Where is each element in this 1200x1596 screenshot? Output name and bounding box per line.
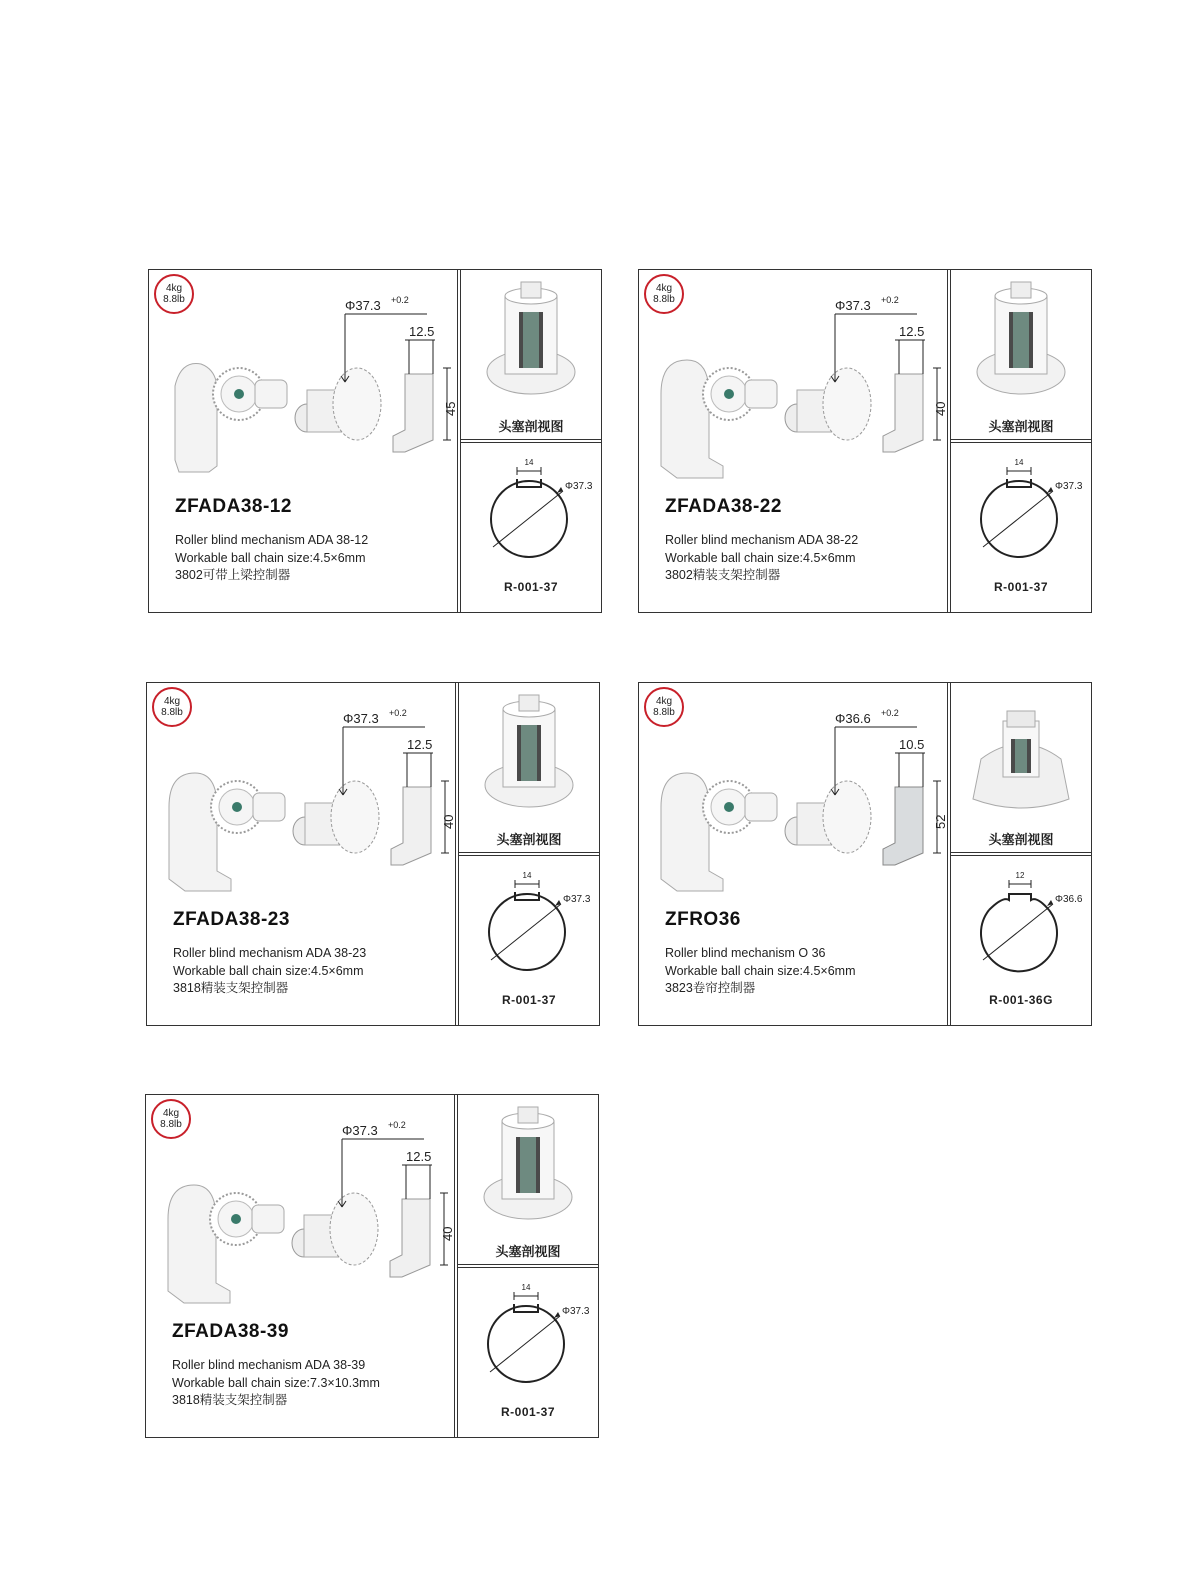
tube-plug <box>785 781 871 853</box>
plug-section-view <box>951 689 1091 824</box>
tube-profile-panel <box>951 442 1091 612</box>
detail-panel <box>950 270 1091 612</box>
desc-line: Workable ball chain size:4.5×6mm <box>175 550 366 565</box>
width-dim: 12.5 <box>409 324 435 339</box>
product-card <box>146 682 600 1026</box>
tube-illustration <box>951 443 1091 573</box>
plug-section-view <box>951 276 1091 411</box>
product-description <box>175 532 368 585</box>
mounting-bracket <box>393 374 433 452</box>
badge-lb: 8.8lb <box>160 1119 182 1130</box>
mechanism-exploded-view <box>157 290 457 480</box>
tube-illustration <box>459 856 599 986</box>
badge-kg: 4kg <box>165 283 183 294</box>
slot-dim: 14 <box>524 458 534 467</box>
tube-profile <box>461 443 601 573</box>
tolerance-dim: +0.2 <box>881 708 899 718</box>
tolerance-dim: +0.2 <box>881 295 899 305</box>
product-description <box>665 945 856 998</box>
desc-line: 3802可带上梁控制器 <box>175 568 291 582</box>
tube-profile-panel <box>458 1267 598 1437</box>
desc-line: Roller blind mechanism ADA 38-23 <box>173 946 367 960</box>
mechanism-exploded-view <box>155 703 455 893</box>
diameter-dim: Φ37.3 <box>835 298 871 313</box>
product-description <box>172 1357 380 1410</box>
section-view-label: 头塞剖视图 <box>495 1244 561 1259</box>
badge-kg: 4kg <box>162 1108 180 1119</box>
section-view-label: 头塞剖视图 <box>498 419 564 434</box>
width-dim: 10.5 <box>899 737 925 752</box>
tube-illustration <box>458 1268 598 1398</box>
desc-line: Workable ball chain size:4.5×6mm <box>665 550 856 565</box>
section-view-panel <box>951 270 1091 440</box>
desc-line: Roller blind mechanism O 36 <box>665 946 826 960</box>
part-code: R-001-37 <box>500 1405 556 1419</box>
diameter-dim: Φ37.3 <box>342 1123 378 1138</box>
model-number: ZFRO36 <box>665 909 741 930</box>
mounting-bracket <box>391 787 431 865</box>
mechanism-exploded-view <box>154 1115 454 1305</box>
tube-diameter-dim: Φ37.3 <box>563 894 591 905</box>
mechanism-exploded-view <box>647 703 947 893</box>
plug-section-view <box>458 1101 598 1236</box>
tube-illustration <box>461 443 601 573</box>
slot-dim: 12 <box>1015 871 1025 880</box>
desc-line: Roller blind mechanism ADA 38-12 <box>175 533 369 547</box>
mechanism-illustration <box>647 703 947 893</box>
tolerance-dim: +0.2 <box>389 708 407 718</box>
desc-line: 3802精装支架控制器 <box>665 568 781 582</box>
height-dim: 40 <box>441 814 455 829</box>
tube-profile-panel <box>461 442 601 612</box>
diameter-dim: Φ37.3 <box>343 711 379 726</box>
tolerance-dim: +0.2 <box>391 295 409 305</box>
desc-line: 3823卷帘控制器 <box>665 981 756 995</box>
tolerance-dim: +0.2 <box>388 1120 406 1130</box>
plug-section-view <box>459 689 599 824</box>
tube-profile <box>459 856 599 986</box>
tube-profile <box>458 1268 598 1398</box>
slot-dim: 14 <box>522 871 532 880</box>
section-view-panel <box>459 683 599 853</box>
section-view-panel <box>458 1095 598 1265</box>
product-card <box>638 682 1092 1026</box>
bracket-shape <box>175 363 217 472</box>
product-panel <box>149 270 458 612</box>
product-card <box>145 1094 599 1438</box>
tube-profile-panel <box>951 855 1091 1025</box>
mounting-bracket <box>390 1199 430 1277</box>
section-illustration <box>459 689 599 824</box>
tube-illustration <box>951 856 1091 986</box>
part-code: R-001-37 <box>503 580 559 594</box>
product-panel <box>639 270 948 612</box>
tube-profile <box>951 443 1091 573</box>
tube-diameter-dim: Φ36.6 <box>1055 894 1083 905</box>
height-dim: 45 <box>443 401 457 416</box>
product-panel <box>639 683 948 1025</box>
desc-line: Workable ball chain size:4.5×6mm <box>665 963 856 978</box>
tube-diameter-dim: Φ37.3 <box>562 1306 590 1317</box>
height-dim: 52 <box>933 814 947 829</box>
section-view-label: 头塞剖视图 <box>988 419 1054 434</box>
badge-lb: 8.8lb <box>161 707 183 718</box>
diameter-dim: Φ36.6 <box>835 711 871 726</box>
badge-kg: 4kg <box>163 696 181 707</box>
width-dim: 12.5 <box>899 324 925 339</box>
mechanism-exploded-view <box>647 290 947 480</box>
chain-gear <box>210 1193 284 1245</box>
section-illustration <box>951 689 1091 824</box>
mounting-bracket <box>883 374 923 452</box>
badge-lb: 8.8lb <box>653 294 675 305</box>
diameter-dim: Φ37.3 <box>345 298 381 313</box>
desc-line: 3818精装支架控制器 <box>173 981 289 995</box>
product-panel <box>146 1095 455 1437</box>
tube-plug <box>292 1193 378 1265</box>
mounting-bracket <box>883 787 923 865</box>
chain-gear <box>703 368 777 420</box>
product-panel <box>147 683 456 1025</box>
tube-plug <box>785 368 871 440</box>
badge-lb: 8.8lb <box>163 294 185 305</box>
tube-diameter-dim: Φ37.3 <box>565 481 593 492</box>
slot-dim: 14 <box>521 1283 531 1292</box>
section-illustration <box>461 276 601 411</box>
desc-line: Roller blind mechanism ADA 38-39 <box>172 1358 366 1372</box>
product-description <box>665 532 858 585</box>
tube-plug <box>293 781 379 853</box>
badge-lb: 8.8lb <box>653 707 675 718</box>
model-number: ZFADA38-22 <box>665 496 782 517</box>
product-description <box>173 945 366 998</box>
tube-profile-panel <box>459 855 599 1025</box>
product-card <box>638 269 1092 613</box>
mechanism-illustration <box>647 290 947 480</box>
part-code: R-001-37 <box>993 580 1049 594</box>
mechanism-illustration <box>155 703 455 893</box>
section-view-panel <box>951 683 1091 853</box>
desc-line: Workable ball chain size:4.5×6mm <box>173 963 364 978</box>
detail-panel <box>460 270 601 612</box>
detail-panel <box>457 1095 598 1437</box>
badge-kg: 4kg <box>655 283 673 294</box>
end-bracket <box>175 363 217 472</box>
chain-gear <box>211 781 285 833</box>
slot-dim: 14 <box>1014 458 1024 467</box>
plug-section-view <box>461 276 601 411</box>
part-code: R-001-36G <box>989 993 1053 1007</box>
tube-diameter-dim: Φ37.3 <box>1055 481 1083 492</box>
chain-gear <box>703 781 777 833</box>
desc-line: Workable ball chain size:7.3×10.3mm <box>172 1375 380 1390</box>
mechanism-illustration <box>154 1115 454 1305</box>
chain-gear <box>213 368 287 420</box>
tube-profile <box>951 856 1091 986</box>
mechanism-illustration <box>157 290 457 480</box>
width-dim: 12.5 <box>406 1149 432 1164</box>
height-dim: 40 <box>933 401 947 416</box>
badge-kg: 4kg <box>655 696 673 707</box>
section-view-label: 头塞剖视图 <box>988 832 1054 847</box>
section-illustration <box>458 1101 598 1236</box>
width-dim: 12.5 <box>407 737 433 752</box>
model-number: ZFADA38-39 <box>172 1321 289 1342</box>
section-view-label: 头塞剖视图 <box>496 832 562 847</box>
detail-panel <box>950 683 1091 1025</box>
section-illustration <box>951 276 1091 411</box>
height-dim: 40 <box>440 1226 454 1241</box>
tube-plug <box>295 368 381 440</box>
model-number: ZFADA38-12 <box>175 496 292 517</box>
desc-line: 3818精装支架控制器 <box>172 1393 288 1407</box>
model-number: ZFADA38-23 <box>173 909 290 930</box>
detail-panel <box>458 683 599 1025</box>
desc-line: Roller blind mechanism ADA 38-22 <box>665 533 859 547</box>
section-view-panel <box>461 270 601 440</box>
product-card <box>148 269 602 613</box>
part-code: R-001-37 <box>501 993 557 1007</box>
